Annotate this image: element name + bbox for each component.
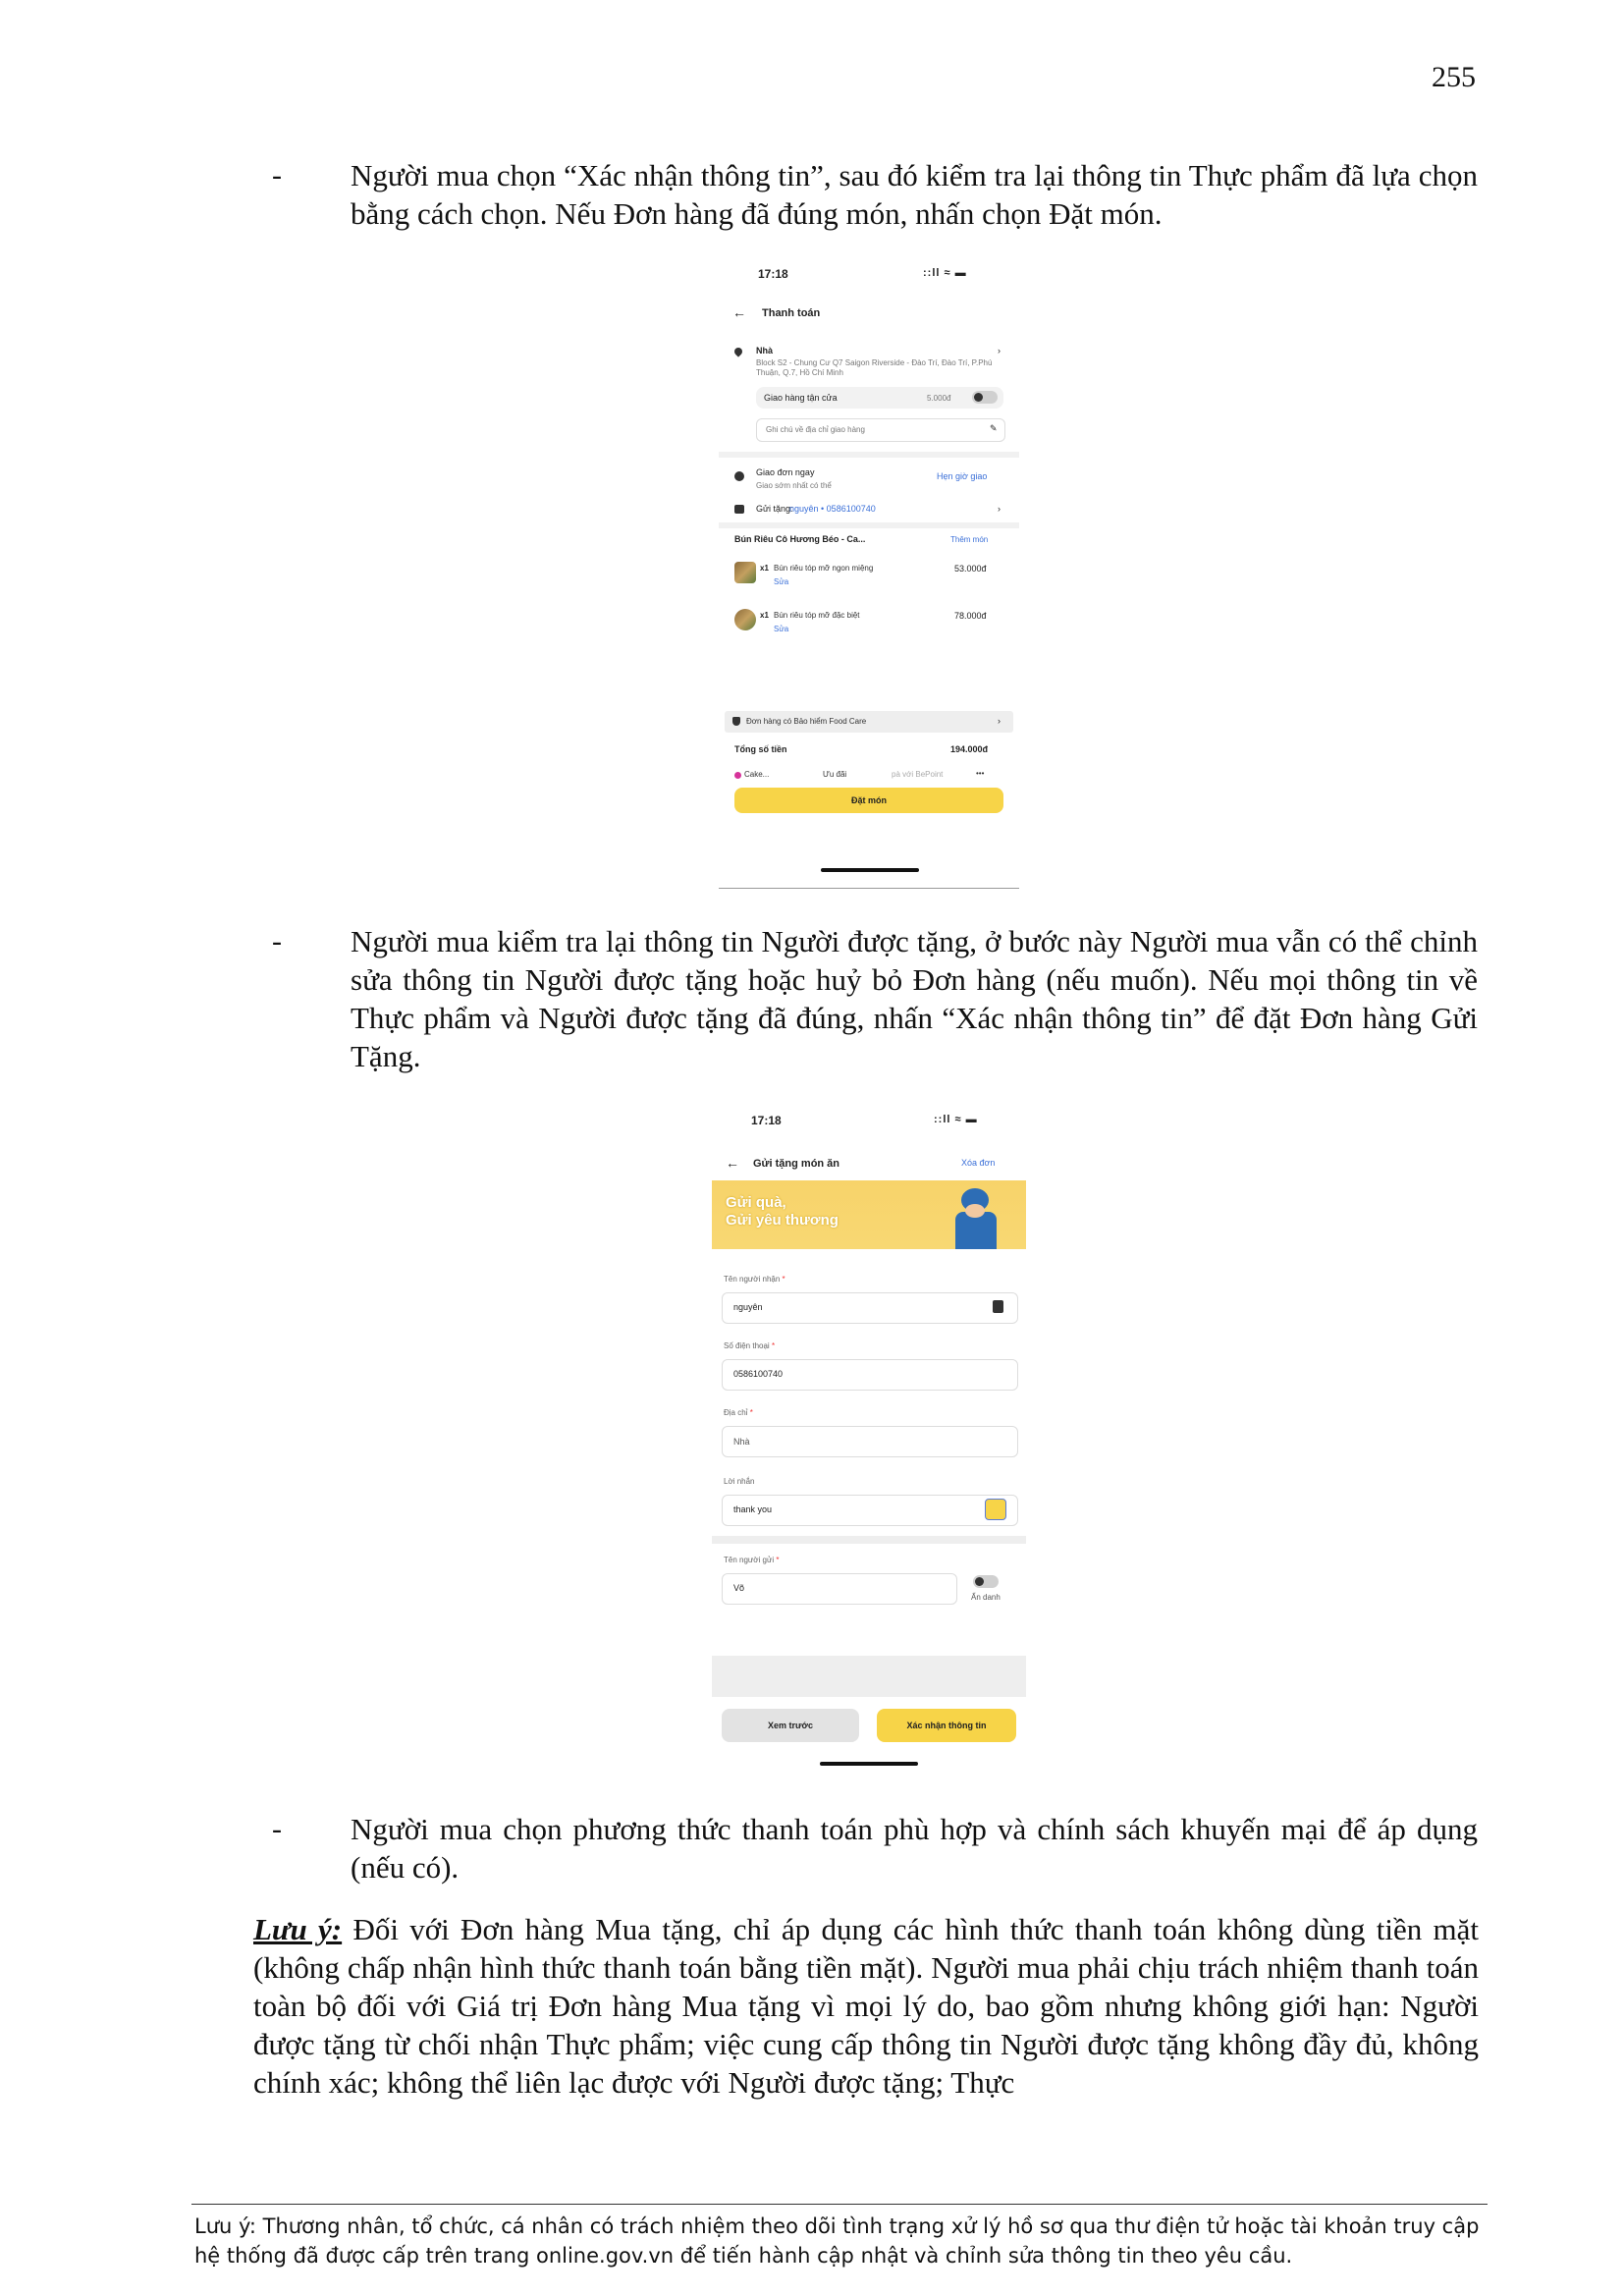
preview-button-label: Xem trước [768,1721,813,1730]
item-qty: x1 [760,611,769,620]
promo-selector[interactable]: Ưu đãi [823,770,847,779]
chevron-right-icon[interactable]: › [998,504,1001,514]
address-line: Block S2 - Chung Cư Q7 Saigon Riverside - Đào Trí, Đào Trí, P.Phú Thuận, Q.7, Hồ Chí Minh [756,358,993,377]
points-option[interactable]: pà với BePoint [892,770,944,779]
sender-input[interactable] [722,1573,957,1605]
contacts-icon[interactable] [993,1300,1003,1313]
address-label: Địa chỉ * [724,1408,753,1417]
back-arrow-icon[interactable]: ← [726,1155,739,1171]
item-price: 78.000đ [954,611,987,621]
address-input[interactable] [722,1426,1018,1457]
status-time: 17:18 [758,267,788,281]
sender-label: Tên người gửi * [724,1556,780,1564]
door-delivery-label: Giao hàng tận cửa [764,393,838,403]
gift-label: Gửi tặng: [756,504,793,514]
recipient-name-label: Tên người nhận * [724,1275,785,1284]
divider [719,522,1019,528]
chevron-right-icon[interactable]: › [998,716,1001,726]
payment-method[interactable]: Cake... [744,770,770,779]
home-indicator [820,1762,918,1766]
sender-value: Võ [733,1583,745,1593]
delete-order-link[interactable]: Xóa đơn [961,1158,996,1168]
home-indicator [821,868,919,872]
checkout-screenshot [719,253,1019,892]
deliver-now-sub: Giao sớm nhất có thể [756,481,832,490]
footer-note: Lưu ý: Thương nhân, tổ chức, cá nhân có trách nhiệm theo dõi tình trạng xử lý hồ sơ qua thư điện tử hoặc tài khoản truy cập hệ thống đã được cấp trên trang online.gov.vn để tiến hành cập nhật và chỉnh sửa thông tin theo yêu cầu. [194,2214,1480,2268]
chevron-right-icon[interactable]: › [998,346,1001,355]
food-thumbnail [734,609,756,630]
recipient-name-input[interactable] [722,1292,1018,1324]
address-label: Nhà [756,346,774,355]
item-qty: x1 [760,564,769,573]
back-arrow-icon[interactable]: ← [732,304,746,320]
insurance-label: Đơn hàng có Bảo hiểm Food Care [746,717,867,726]
gift-icon [734,505,744,514]
note-paragraph [253,1910,1479,2102]
banner-line-1: Gửi quà, [726,1194,786,1211]
add-item-link[interactable]: Thêm món [950,535,989,544]
bullet-marker: - [272,159,282,191]
schedule-link[interactable]: Hẹn giờ giao [937,471,988,481]
item-name: Bún riêu tóp mỡ ngon miệng [774,564,874,573]
phone-value: 0586100740 [733,1369,784,1379]
divider [712,1536,1026,1544]
status-icons: ::ll ≈ ▬ [934,1114,978,1125]
status-icons: ::ll ≈ ▬ [923,267,967,279]
anonymous-label: Ẩn danh [971,1593,1001,1602]
divider [712,1656,1026,1697]
total-label: Tổng số tiền [734,744,787,754]
deliver-now-label: Giao đơn ngay [756,467,815,477]
more-options-icon[interactable]: ••• [976,769,985,778]
note-label: Lưu ý: [253,1912,343,1946]
payment-icon [734,772,741,779]
location-pin-icon [732,346,743,356]
clock-icon [734,471,744,481]
total-value: 194.000đ [950,744,989,754]
paragraph-2: Người mua kiểm tra lại thông tin Người được tặng, ở bước này Người mua vẫn có thể chỉnh sửa thông tin Người được tặng hoặc huỷ bỏ Đơn hàng (nếu muốn). Nếu mọi thông tin về Thực phẩm và Người được tặng đã đúng, nhấn “Xác nhận thông tin” để đặt Đơn hàng Gửi Tặng. [351,924,1478,1073]
status-time: 17:18 [751,1114,782,1127]
divider [719,888,1019,889]
item-name: Bún riêu tóp mỡ đặc biệt [774,611,860,620]
shield-icon [732,717,740,726]
door-delivery-toggle[interactable] [972,391,998,404]
pencil-icon: ✎ [990,423,998,433]
item-edit-link[interactable]: Sửa [774,577,789,586]
page-title: Gửi tặng món ăn [753,1158,840,1170]
confirm-info-button-label: Xác nhận thông tin [906,1721,987,1730]
door-delivery-fee: 5.000đ [927,394,951,403]
gift-order-screenshot [712,1098,1026,1770]
order-button-label: Đặt món [851,795,887,805]
message-value: thank you [733,1504,773,1514]
banner-line-2: Gửi yêu thương [726,1212,839,1229]
gift-recipient: nguyên • 0586100740 [789,504,876,514]
message-label: Lời nhắn [724,1477,755,1486]
restaurant-name: Bún Riêu Cô Hương Béo - Ca... [734,534,866,544]
item-edit-link[interactable]: Sửa [774,625,789,633]
anonymous-toggle[interactable] [973,1575,999,1588]
paragraph-1: Người mua chọn “Xác nhận thông tin”, sau đó kiểm tra lại thông tin Thực phẩm đã lựa chọn bằng cách chọn. Nếu Đơn hàng đã đúng món, nhấn chọn Đặt món. [351,158,1478,231]
address-value: Nhà [733,1437,750,1447]
courier-face-icon [965,1204,985,1218]
item-price: 53.000đ [954,564,987,574]
food-thumbnail [734,562,756,583]
recipient-name-value: nguyên [733,1302,763,1312]
page-title: Thanh toán [762,307,821,319]
bullet-marker: - [272,925,282,957]
sticker-icon[interactable] [985,1499,1006,1520]
address-note-placeholder: Ghi chú về địa chỉ giao hàng [766,425,865,434]
note-text: Đối với Đơn hàng Mua tặng, chỉ áp dụng các hình thức thanh toán không dùng tiền mặt (không chấp nhận hình thức thanh toán bằng tiền mặt). Người mua phải chịu trách nhiệm thanh toán toàn bộ đối với Giá trị Đơn hàng Mua tặng vì mọi lý do, bao gồm nhưng không giới hạn: Người được tặng từ chối nhận Thực phẩm; việc cung cấp thông tin Người được tặng không đầy đủ, không chính xác; không thể liên lạc được với Người được tặng; Thực [253,1912,1479,2100]
phone-label: Số điện thoại * [724,1341,776,1350]
paragraph-3: Người mua chọn phương thức thanh toán phù hợp và chính sách khuyến mại để áp dụng (nếu có). [351,1812,1478,1885]
bullet-marker: - [272,1813,282,1845]
page-number: 255 [1432,61,1476,93]
footer-divider [191,2204,1488,2205]
divider [719,452,1019,458]
